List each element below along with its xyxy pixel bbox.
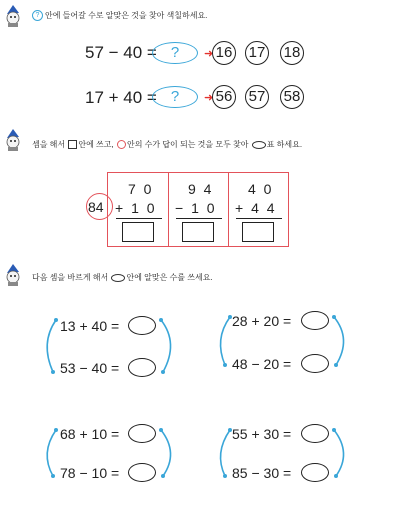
- pair3-bottom-answer[interactable]: [128, 463, 156, 482]
- row1-expression: 57 − 40 =: [85, 43, 157, 62]
- pair4-top-expression: 55 + 30 =: [232, 426, 292, 442]
- pair1-top-expression: 13 + 40 =: [60, 318, 120, 334]
- col2-bottom: − 1 0: [175, 200, 217, 216]
- hint-number: 84: [88, 199, 104, 215]
- section2-instruction-part3: 안의 수가 답이 되는 것을 모두 찾아: [126, 140, 249, 149]
- question-mini-icon: ?: [32, 10, 43, 21]
- choice-16[interactable]: 16: [212, 41, 236, 65]
- choice-18[interactable]: 18: [280, 41, 304, 65]
- pair3-top-expression: 68 + 10 =: [60, 426, 120, 442]
- col1-bottom: + 1 0: [115, 200, 157, 216]
- pair1-bottom-expression: 53 − 40 =: [60, 360, 120, 376]
- pair2-bottom-expression: 48 − 20 =: [232, 356, 292, 372]
- arrow-right-icon: ➜: [204, 48, 214, 60]
- choice-17[interactable]: 17: [245, 41, 269, 65]
- pair4-top-answer[interactable]: [301, 424, 329, 443]
- row1-blank[interactable]: ?: [152, 42, 198, 64]
- pair2-top-expression: 28 + 20 =: [232, 313, 292, 329]
- choice-56[interactable]: 56: [212, 85, 236, 109]
- arrow-right-icon: ➜: [204, 92, 214, 104]
- section3-instruction-part1: 다음 셈을 바르게 해서: [32, 273, 109, 282]
- pair2-bottom-answer[interactable]: [301, 354, 329, 373]
- col3-top: 4 0: [248, 181, 274, 197]
- pair3-bottom-expression: 78 − 10 =: [60, 465, 120, 481]
- pair4-bottom-expression: 85 − 30 =: [232, 465, 292, 481]
- section2-instruction-part4: 표 하세요.: [266, 140, 303, 149]
- section2-instruction-part2: 안에 쓰고,: [78, 140, 114, 149]
- col3-bottom: + 4 4: [235, 200, 277, 216]
- section2-instruction-part1: 셈을 해서: [32, 140, 66, 149]
- col1-top: 7 0: [128, 181, 154, 197]
- pair3-top-answer[interactable]: [128, 424, 156, 443]
- row2-expression: 17 + 40 =: [85, 88, 157, 107]
- pair4-bottom-answer[interactable]: [301, 463, 329, 482]
- choice-58[interactable]: 58: [280, 85, 304, 109]
- row2-blank[interactable]: ?: [152, 86, 198, 108]
- section3-instruction-part2: 안에 알맞은 수를 쓰세요.: [126, 273, 213, 282]
- pair1-bottom-answer[interactable]: [128, 358, 156, 377]
- col2-top: 9 4: [188, 181, 214, 197]
- pair1-top-answer[interactable]: [128, 316, 156, 335]
- choice-57[interactable]: 57: [245, 85, 269, 109]
- section1-instruction-text: 안에 들어갈 수로 알맞은 것을 찾아 색칠하세요.: [45, 11, 208, 20]
- pair2-top-answer[interactable]: [301, 311, 329, 330]
